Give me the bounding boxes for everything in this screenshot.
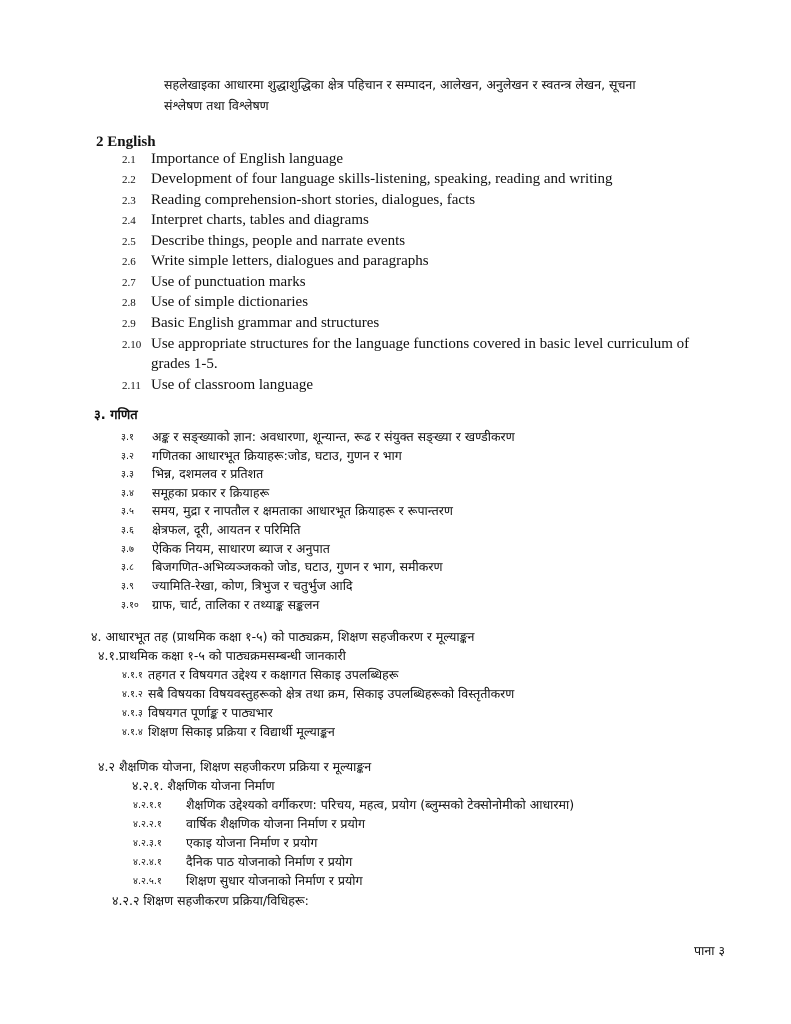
list-item: Describe things, people and narrate events <box>151 233 406 249</box>
list-item: विषयगत पूर्णाङ्क र पाठ्यभार <box>148 705 273 720</box>
list-item: भिन्न, दशमलव र प्रतिशत <box>152 466 264 481</box>
list-item: ज्यामिति-रेखा, कोण, त्रिभुज र चतुर्भुज आदि <box>152 578 353 593</box>
list-item-number: ४.२.३.१ <box>133 838 162 849</box>
list-item: Interpret charts, tables and diagrams <box>151 212 369 228</box>
list-item-number: 2.10 <box>122 339 142 351</box>
list-item-number: 2.4 <box>122 215 136 227</box>
list-item-number: ४.१.१ <box>122 670 143 681</box>
list-item: Write simple letters, dialogues and paragraphs <box>151 253 429 269</box>
subsection-heading-4-2: ४.२ शैक्षणिक योजना, शिक्षण सहजीकरण प्रक्रिया र मूल्याङ्कन <box>98 759 372 774</box>
list-item: सबै विषयका विषयवस्तुहरूको क्षेत्र तथा क्रम, सिकाइ उपलब्धिहरूको विस्तृतीकरण <box>148 686 515 701</box>
list-item: एकाइ योजना निर्माण र प्रयोग <box>186 835 318 850</box>
page-number: पाना ३ <box>694 943 725 958</box>
list-item: बिजगणित-अभिव्यञ्जकको जोड, घटाउ, गुणन र भाग, समीकरण <box>152 559 443 574</box>
list-item: समूहका प्रकार र क्रियाहरू <box>152 485 270 500</box>
list-item-number: ४.१.२ <box>122 689 143 700</box>
subsection-heading-4-2-1: ४.२.१. शैक्षणिक योजना निर्माण <box>132 778 275 793</box>
list-item-number: ४.२.५.१ <box>133 876 162 887</box>
list-item: शिक्षण सिकाइ प्रक्रिया र विद्यार्थी मूल्याङ्कन <box>148 724 335 739</box>
list-item-number: ३.४ <box>121 488 134 499</box>
list-item-number: ३.५ <box>121 506 134 517</box>
list-item-number: ४.२.१.१ <box>133 800 162 811</box>
list-item: Use of simple dictionaries <box>151 294 309 310</box>
list-item-number: 2.8 <box>122 297 136 309</box>
section-heading-4: ४. आधारभूत तह (प्राथमिक कक्षा १-५) को पाठ्यक्रम, शिक्षण सहजीकरण र मूल्याङ्कन <box>91 629 475 644</box>
list-item-number: 2.6 <box>122 256 136 268</box>
list-item-number: ४.१.३ <box>122 708 143 719</box>
list-item-number: ३.६ <box>121 525 134 536</box>
list-item: समय, मुद्रा र नापतौल र क्षमताका आधारभूत क्रियाहरू र रूपान्तरण <box>152 503 453 518</box>
list-item-continuation: grades 1-5. <box>151 356 218 372</box>
list-item: Basic English grammar and structures <box>151 315 380 331</box>
list-item: वार्षिक शैक्षणिक योजना निर्माण र प्रयोग <box>186 816 366 831</box>
list-item-number: ३.७ <box>121 544 134 555</box>
intro-line-1: सहलेखाइका आधारमा शुद्धाशुद्धिका क्षेत्र पहिचान र सम्पादन, आलेखन, अनुलेखन र स्वतन्त्र लेखन, सूचना <box>164 77 636 92</box>
list-item: दैनिक पाठ योजनाको निर्माण र प्रयोग <box>186 854 353 869</box>
list-item: Reading comprehension-short stories, dialogues, facts <box>151 192 476 208</box>
list-item: Development of four language skills-listening, speaking, reading and writing <box>151 171 613 187</box>
list-item: शिक्षण सुधार योजनाको निर्माण र प्रयोग <box>186 873 363 888</box>
list-item: Use appropriate structures for the language functions covered in basic level curriculum of <box>151 336 690 352</box>
list-item-number: 2.9 <box>122 318 136 330</box>
list-item-number: 2.11 <box>122 380 141 392</box>
list-item-number: 2.1 <box>122 154 136 166</box>
list-item: तहगत र विषयगत उद्देश्य र कक्षागत सिकाइ उपलब्धिहरू <box>148 667 399 682</box>
list-item-number: ४.२.४.१ <box>133 857 162 868</box>
list-item: Use of classroom language <box>151 377 314 393</box>
list-item-number: ४.२.२.१ <box>133 819 162 830</box>
list-item-number: ३.३ <box>121 469 134 480</box>
list-item-number: 2.3 <box>122 195 136 207</box>
list-item-number: ४.१.४ <box>122 727 143 738</box>
section-heading-english: 2 English <box>96 134 156 150</box>
subsection-heading-4-2-2: ४.२.२ शिक्षण सहजीकरण प्रक्रिया/विधिहरू: <box>112 893 309 908</box>
subsection-heading-4-1: ४.१.प्राथमिक कक्षा १-५ को पाठ्यक्रमसम्बन्धी जानकारी <box>98 648 346 663</box>
list-item: ग्राफ, चार्ट, तालिका र तथ्याङ्क सङ्कलन <box>152 597 320 612</box>
list-item-number: 2.2 <box>122 174 136 186</box>
list-item-number: ३.१ <box>121 432 134 443</box>
list-item: Use of punctuation marks <box>151 274 306 290</box>
list-item: ऐकिक नियम, साधारण ब्याज र अनुपात <box>152 541 330 556</box>
list-item-number: ३.८ <box>121 562 134 573</box>
section-heading-math: ३. गणित <box>94 408 138 423</box>
list-item-number: ३.२ <box>121 451 134 462</box>
list-item: अङ्क र सङ्ख्याको ज्ञान: अवधारणा, शून्यान्त, रूढ र संयुक्त सङ्ख्या र खण्डीकरण <box>152 429 515 444</box>
list-item-number: 2.5 <box>122 236 136 248</box>
list-item: गणितका आधारभूत क्रियाहरू:जोड, घटाउ, गुणन र भाग <box>152 448 402 463</box>
list-item: Importance of English language <box>151 151 344 167</box>
list-item-number: ३.९ <box>121 581 134 592</box>
list-item-number: 2.7 <box>122 277 136 289</box>
list-item: शैक्षणिक उद्देश्यको वर्गीकरण: परिचय, महत्व, प्रयोग (ब्लुम्सको टेक्सोनोमीको आधारमा) <box>186 797 575 812</box>
intro-line-2: संश्लेषण तथा विश्लेषण <box>164 98 269 113</box>
list-item: क्षेत्रफल, दूरी, आयतन र परिमिति <box>152 522 301 537</box>
list-item-number: ३.१० <box>121 600 139 611</box>
